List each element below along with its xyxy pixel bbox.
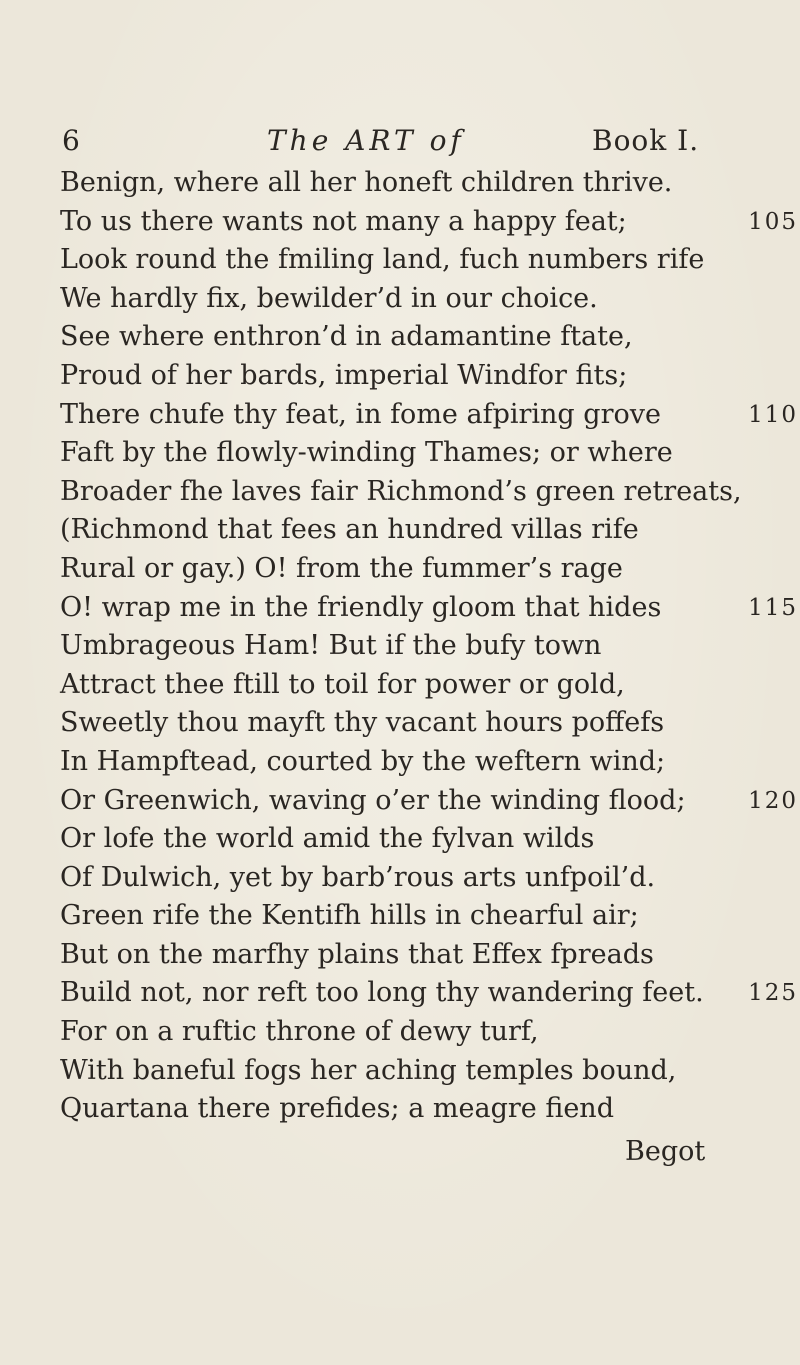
line-text: In Hampftead, courted by the weftern wind;	[60, 745, 666, 777]
line-text: Or lofe the world amid the fylvan wilds	[60, 823, 595, 855]
line-text: Sweetly thou mayft thy vacant hours poffefs	[60, 707, 665, 739]
verse-line	[60, 550, 760, 589]
verse-line	[60, 511, 760, 550]
verse-line	[60, 820, 760, 859]
verse-line	[60, 1052, 760, 1091]
catchword: Begot	[625, 1136, 706, 1167]
line-text: Rural or gay.) O! from the fummer’s rage	[60, 552, 623, 584]
verse-line	[60, 434, 760, 473]
page-number: 6	[62, 124, 81, 157]
verse-line	[60, 318, 760, 357]
verse-line	[60, 1090, 760, 1129]
line-text: O! wrap me in the friendly gloom that hides	[60, 591, 662, 623]
line-text: Benign, where all her honeft children thrive.	[60, 167, 673, 198]
verse-line	[60, 704, 760, 743]
line-text: Quartana there prefides; a meagre fiend	[60, 1093, 614, 1125]
line-text: Faft by the flowly-winding Thames; or where	[60, 437, 673, 469]
line-text: Or Greenwich, waving o’er the winding flood;	[60, 784, 686, 816]
verse-line	[60, 203, 798, 242]
line-text: To us there wants not many a happy feat;	[60, 205, 627, 237]
verse-line	[60, 164, 760, 203]
running-header	[0, 124, 800, 164]
verse-line	[60, 897, 760, 936]
line-text: But on the marfhy plains that Effex fpreads	[60, 938, 654, 970]
verse-line	[60, 782, 798, 821]
line-text: Green rife the Kentifh hills in chearful air;	[60, 900, 639, 932]
line-text: Umbrageous Ham! But if the bufy town	[60, 630, 602, 662]
verse-line	[60, 936, 760, 975]
verse-line	[60, 280, 760, 319]
line-text: See where enthron’d in adamantine ftate,	[60, 321, 633, 353]
line-text: With baneful fogs her aching temples bound,	[60, 1054, 677, 1086]
verse-line	[60, 859, 760, 898]
verse-line	[60, 589, 798, 628]
line-text: (Richmond that fees an hundred villas rife	[60, 514, 639, 546]
line-number: 105	[748, 208, 798, 235]
line-text: Look round the fmiling land, fuch numbers rife	[60, 244, 705, 276]
line-text: For on a ruftic throne of dewy turf,	[60, 1016, 539, 1048]
line-text: Of Dulwich, yet by barb’rous arts unfpoil’d.	[60, 861, 656, 893]
verse-block	[60, 164, 798, 1129]
line-number: 125	[748, 980, 798, 1007]
verse-line	[60, 743, 760, 782]
verse-line	[60, 627, 760, 666]
line-number: 110	[748, 401, 798, 428]
line-text: Build not, nor reft too long thy wandering feet.	[60, 977, 704, 1009]
verse-line	[60, 357, 760, 396]
line-text: Proud of her bards, imperial Windfor fits;	[60, 359, 628, 391]
line-text: We hardly fix, bewilder’d in our choice.	[60, 282, 598, 314]
verse-line	[60, 241, 760, 280]
running-title: The ART of	[267, 124, 465, 157]
verse-line	[60, 1013, 760, 1052]
verse-line	[60, 396, 798, 435]
line-text: Broader fhe laves fair Richmond’s green retreats,	[60, 475, 742, 507]
line-number: 120	[748, 787, 798, 814]
verse-line	[60, 473, 760, 512]
verse-line	[60, 974, 798, 1013]
line-number: 115	[748, 594, 798, 621]
verse-line	[60, 666, 760, 705]
book-label: Book I.	[592, 124, 700, 157]
line-text: Attract thee ftill to toil for power or gold,	[60, 668, 625, 700]
line-text: There chufe thy feat, in fome afpiring grove	[60, 398, 661, 430]
